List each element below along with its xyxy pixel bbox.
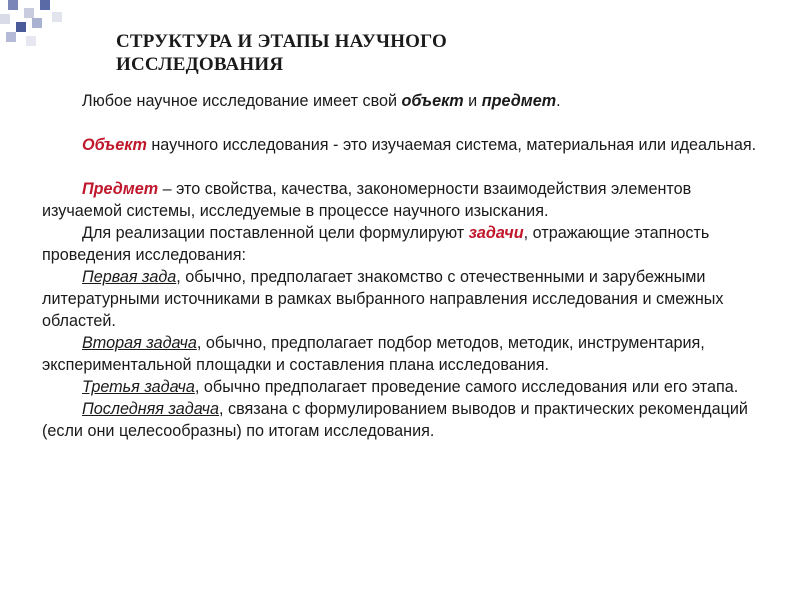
intro-object-term: объект <box>401 92 464 110</box>
object-definition-text: научного исследования - это изучаемая система, материальная или идеальная. <box>146 136 757 154</box>
task-label-third: Третья задача <box>82 378 195 396</box>
slide-body <box>42 90 772 442</box>
tasks-intro-text-end: , отражающие этапность проведения исследования: <box>42 224 710 264</box>
task-label-first: Первая зада <box>82 268 177 286</box>
task-text-third: , обычно предполагает проведение самого исследования или его этапа. <box>194 378 739 396</box>
task-item <box>42 332 772 376</box>
tasks-intro-text: Для реализации поставленной цели формулируют <box>82 224 469 242</box>
task-item <box>42 266 772 332</box>
task-label-last: Последняя задача <box>82 400 220 418</box>
paragraph-tasks-intro <box>42 222 772 266</box>
task-text-second: , обычно, предполагает подбор методов, методик, инструментария, экспериментальной площадки и составления плана исследования. <box>42 334 705 374</box>
corner-decoration <box>0 0 70 48</box>
slide-title <box>116 30 716 76</box>
task-text-first: , обычно, предполагает знакомство с отечественными и зарубежными литературными источниками в рамках выбранного направления исследования и смежных областей. <box>42 268 724 330</box>
intro-period: . <box>556 92 561 110</box>
task-text-last: , связана с формулированием выводов и практических рекомендаций (если они целесообразны) по итогам исследования. <box>42 400 748 440</box>
intro-subject-term: предмет <box>481 92 557 110</box>
task-item <box>42 398 772 442</box>
task-item <box>42 376 772 398</box>
spacer <box>42 156 772 178</box>
intro-conjunction: и <box>463 92 482 110</box>
task-label-second: Вторая задача <box>82 334 197 352</box>
slide-title-line-2: ИССЛЕДОВАНИЯ <box>116 54 284 75</box>
slide-title-line-1: СТРУКТУРА И ЭТАПЫ НАУЧНОГО <box>116 31 447 52</box>
object-term: Объект <box>82 136 147 154</box>
paragraph-object-definition <box>42 134 772 156</box>
spacer <box>42 112 772 134</box>
intro-text: Любое научное исследование имеет свой <box>82 92 402 110</box>
tasks-term: задачи <box>468 224 524 242</box>
paragraph-intro <box>42 90 772 112</box>
subject-definition-text: – это свойства, качества, закономерности взаимодействия элементов изучаемой системы, исследуемые в процессе научного изыскания. <box>42 180 692 220</box>
paragraph-subject-definition <box>42 178 772 222</box>
subject-term: Предмет <box>82 180 159 198</box>
